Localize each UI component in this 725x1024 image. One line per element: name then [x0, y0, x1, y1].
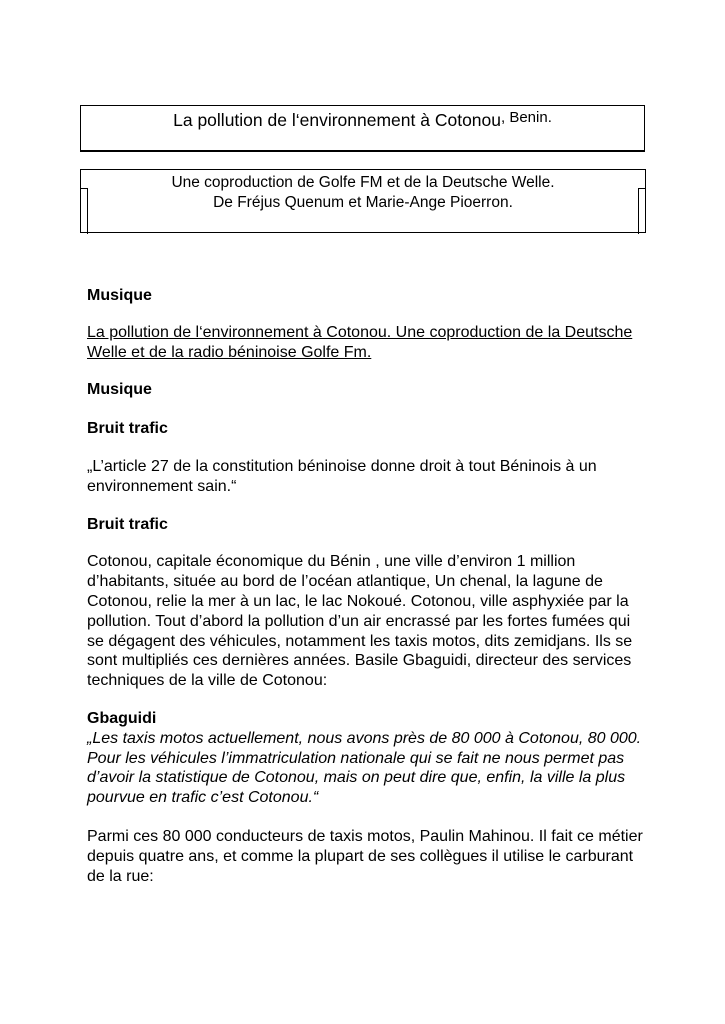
credits-line-production: Une coproduction de Golfe FM et de la Deutsche Welle. — [171, 174, 555, 191]
section-heading-musique: Musique — [87, 287, 152, 304]
title-box — [80, 105, 645, 152]
document-body — [87, 286, 647, 886]
document-title: La pollution de l‘environnement à Cotonou — [173, 110, 501, 130]
credits-box-rule-right — [639, 188, 645, 189]
mahinou-paragraph: Parmi ces 80 000 conducteurs de taxis motos, Paulin Mahinou. Il fait ce métier depuis quatre ans, et comme la plupart de ses collègues il utilise le carburant de la rue: — [87, 827, 643, 885]
section-heading-bruit-trafic: Bruit trafic — [87, 420, 168, 438]
credits-box-inner-line-left — [87, 188, 88, 234]
credits-box-inner-line-right — [638, 188, 639, 234]
speaker-name: Gbaguidi — [87, 709, 157, 727]
credits-box — [80, 169, 646, 233]
intro-paragraph: La pollution de l‘environnement à Cotonou. Une coproduction de la Deutsche Welle et de la radio béninoise Golfe Fm. — [87, 323, 633, 361]
document-title-location: , Benin. — [501, 109, 552, 126]
section-heading-bruit-trafic-2: Bruit trafic — [87, 515, 168, 533]
speaker-quote: „Les taxis motos actuellement, nous avons près de 80 000 à Cotonou, 80 000. Pour les véhicules l’immatriculation nationale qui se fait ne nous permet pas d’avoir la statistique de Cotonou, mais on peut dire que, enfin, la ville la plus pourvue en trafic c’est Cotonou.“ — [87, 729, 642, 807]
section-heading-musique-2: Musique — [87, 381, 152, 399]
credits-line-authors: De Fréjus Quenum et Marie-Ange Pioerron. — [213, 194, 513, 211]
article-quote: „L’article 27 de la constitution béninoise donne droit à tout Béninois à un environnement sain.“ — [87, 457, 597, 495]
cotonou-paragraph: Cotonou, capitale économique du Bénin , une ville d’environ 1 million d’habitants, située au bord de l’océan atlantique, Un chenal, la lagune de Cotonou, relie la mer à un lac, le lac Nokoué. Cotonou, ville asphyxiée par la pollution. Tout d’abord la pollution d’un air encrassé par les fortes fumées qui se dégagent des véhicules, notamment les taxis motos, dits zemidjans. Ils se sont multipliés ces dernières années. Basile Gbaguidi, directeur des services techniques de la ville de Cotonou: — [87, 553, 633, 690]
